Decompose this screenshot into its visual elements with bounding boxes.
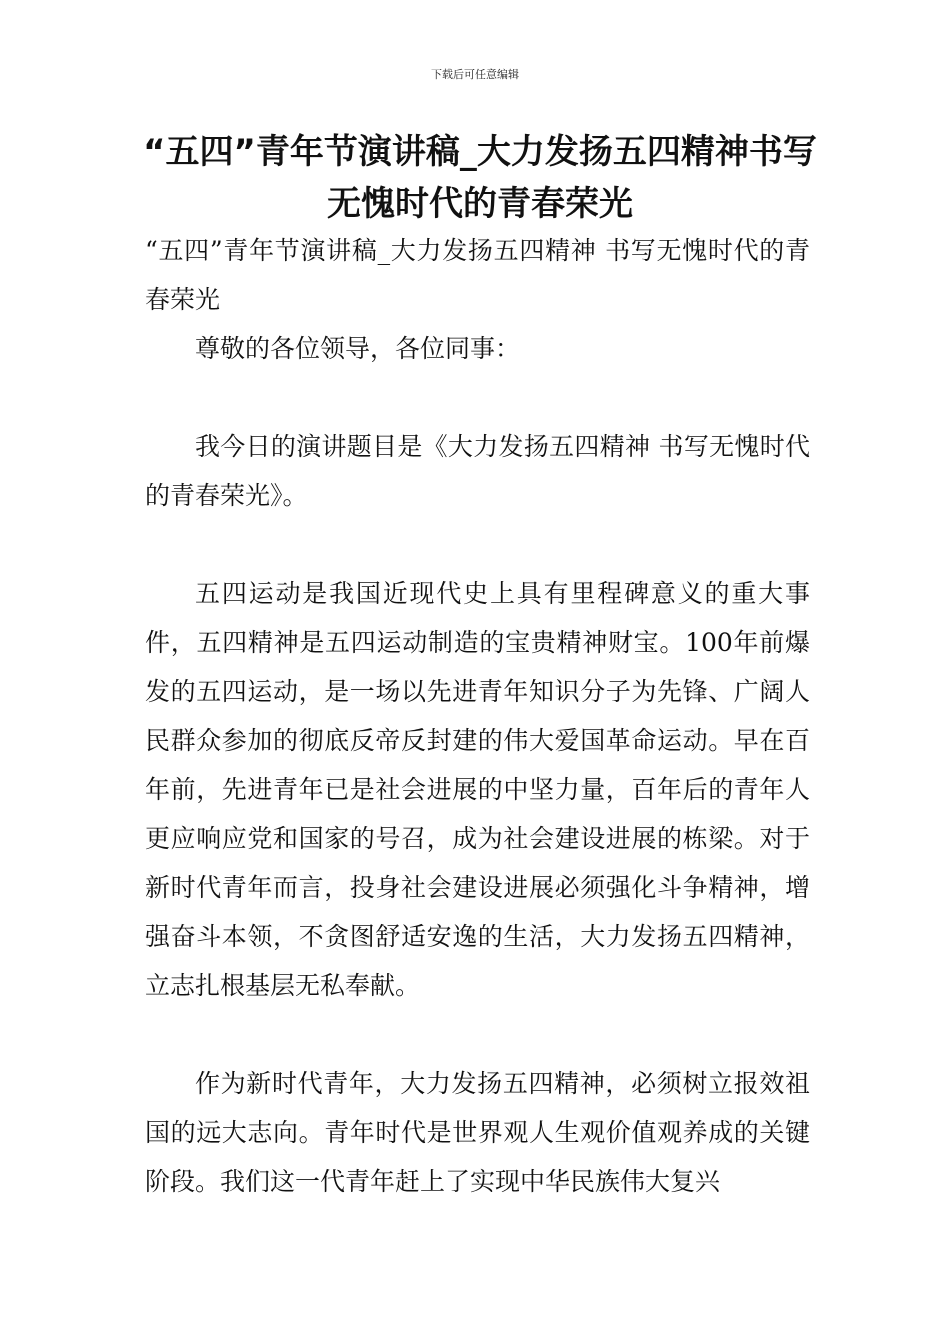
- topic-paragraph: 我今日的演讲题目是《大力发扬五四精神 书写无愧时代的青春荣光》。: [145, 432, 810, 510]
- body-paragraph: 作为新时代青年，大力发扬五四精神，必须树立报效祖国的远大志向。青年时代是世界观人生观价值观养成的关键阶段。我们这一代青年赶上了实现中华民族伟大复兴: [145, 1069, 810, 1196]
- body-paragraph: 五四运动是我国近现代史上具有里程碑意义的重大事件，五四精神是五四运动制造的宝贵精神财宝。100年前爆发的五四运动，是一场以先进青年知识分子为先锋、广阔人民群众参加的彻底反帝反封建的伟大爱国革命运动。早在百年前，先进青年已是社会进展的中坚力量，百年后的青年人更应响应党和国家的号召，成为社会建设进展的栋梁。对于新时代青年而言，投身社会建设进展必须强化斗争精神，增强奋斗本领，不贪图舒适安逸的生活，大力发扬五四精神，立志扎根基层无私奉献。: [145, 579, 810, 1000]
- salutation-paragraph: 尊敬的各位领导，各位同事：: [195, 334, 521, 363]
- document-title: “五四”青年节演讲稿_大力发扬五四精神书写无愧时代的青春荣光: [143, 132, 817, 224]
- header-note: 下载后可任意编辑: [431, 68, 519, 81]
- document-body: [145, 226, 810, 1206]
- subtitle-paragraph: “五四”青年节演讲稿_大力发扬五四精神 书写无愧时代的青春荣光: [145, 236, 810, 314]
